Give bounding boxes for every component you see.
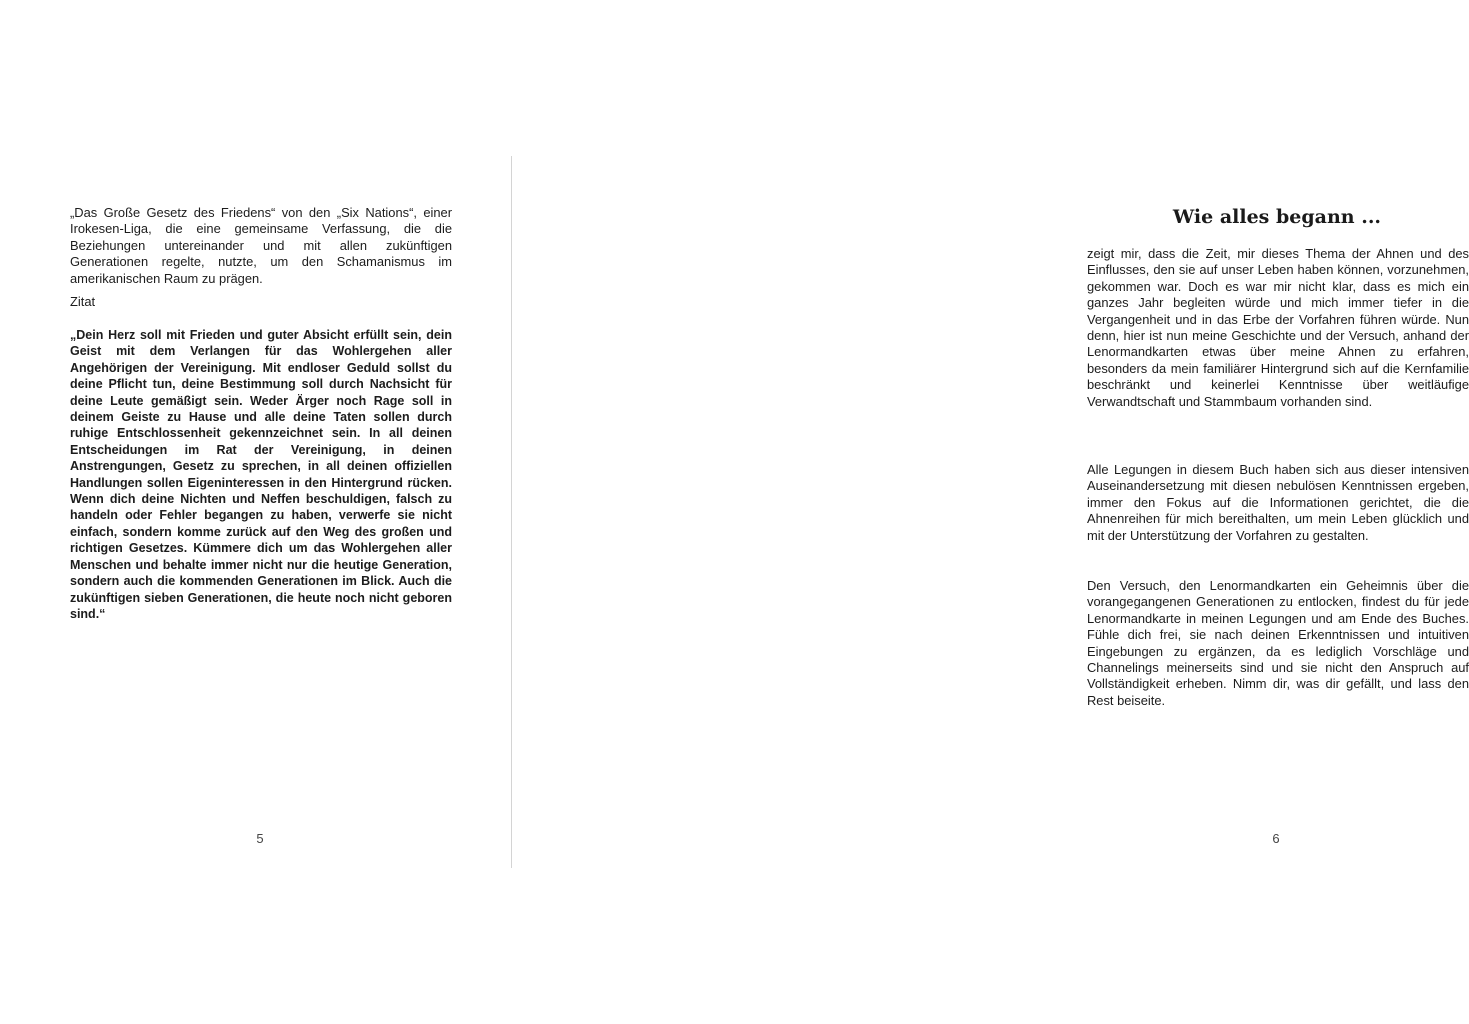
body-paragraph-2: Alle Legungen in diesem Buch haben sich aus dieser intensiven Auseinandersetzung mit diesen nebulösen Kenntnissen ergeben, immer den Fokus auf die Informationen gerichtet, die die Ahnenreihen für mich bereithalten, um mein Leben glücklich und mit der Unterstützung der Vorfahren zu gestalten.	[1087, 462, 1469, 543]
chapter-title: Wie alles begann ...	[1172, 206, 1382, 228]
quote-label: Zitat	[70, 294, 96, 309]
body-paragraph-3: Den Versuch, den Lenormandkarten ein Geheimnis über die vorangegangenen Generationen zu entlocken, findest du für jede Lenormandkarte in meinen Legungen und am Ende des Buches. Fühle dich frei, sie nach deinen Erkenntnissen und intuitiven Eingebungen zu ergänzen, da es lediglich Vorschläge und Channelings meinerseits sind und sie nicht den Anspruch auf Vollständigkeit erheben. Nimm dir, was dir gefällt, und lass den Rest beiseite.	[1087, 578, 1469, 708]
page-number-right: 6	[1272, 831, 1280, 846]
quote-paragraph: „Dein Herz soll mit Frieden und guter Absicht erfüllt sein, dein Geist mit dem Verlangen für das Wohlergehen aller Angehörigen der Vereinigung. Mit endloser Geduld sollst du deine Pflicht tun, deine Bestimmung soll durch Nachsicht für deine Leute gemäßigt sein. Weder Ärger noch Rage soll in deinem Geiste zu Hause und alle deine Taten sollen durch ruhige Entschlossenheit gekennzeichnet sein. In all deinen Entscheidungen im Rat der Vereinigung, in deinen Anstrengungen, Gesetz zu sprechen, in all deinen offiziellen Handlungen sollen Eigeninteressen in den Hintergrund rücken. Wenn dich deine Nichten und Neffen beschuldigen, falsch zu handeln oder Fehler begangen zu haben, verwerfe sie nicht einfach, sondern komme zurück auf den Weg des großen und richtigen Gesetzes. Kümmere dich um das Wohlergehen aller Menschen und behalte immer nicht nur die heutige Generation, sondern auch die kommenden Generationen im Blick. Auch die zukünftigen sieben Generationen, die heute noch nicht geboren sind.“	[70, 328, 452, 621]
left-page	[0, 0, 511, 1024]
right-page	[512, 0, 1469, 1024]
page-number-left: 5	[256, 831, 264, 846]
intro-paragraph: „Das Große Gesetz des Friedens“ von den „Six Nations“, einer Irokesen-Liga, die eine gemeinsame Verfassung, die die Beziehungen untereinander und mit allen zukünftigen Generationen regelte, nutzte, um den Schamanismus im amerikanischen Raum zu prägen.	[70, 205, 452, 286]
body-paragraph-1: zeigt mir, dass die Zeit, mir dieses Thema der Ahnen und des Einflusses, den sie auf unser Leben haben können, vorzunehmen, gekommen war. Doch es war mir nicht klar, dass es mich ein ganzes Jahr begleiten würde und mich immer tiefer in die Vergangenheit und in das Erbe der Vorfahren führen würde. Nun denn, hier ist nun meine Geschichte und der Versuch, anhand der Lenormandkarten etwas über meine Ahnen zu erfahren, besonders da mein familiärer Hintergrund sich auf die Kernfamilie beschränkt und keinerlei Kenntnisse über weitläufige Verwandtschaft und Stammbaum vorhanden sind.	[1087, 246, 1469, 409]
